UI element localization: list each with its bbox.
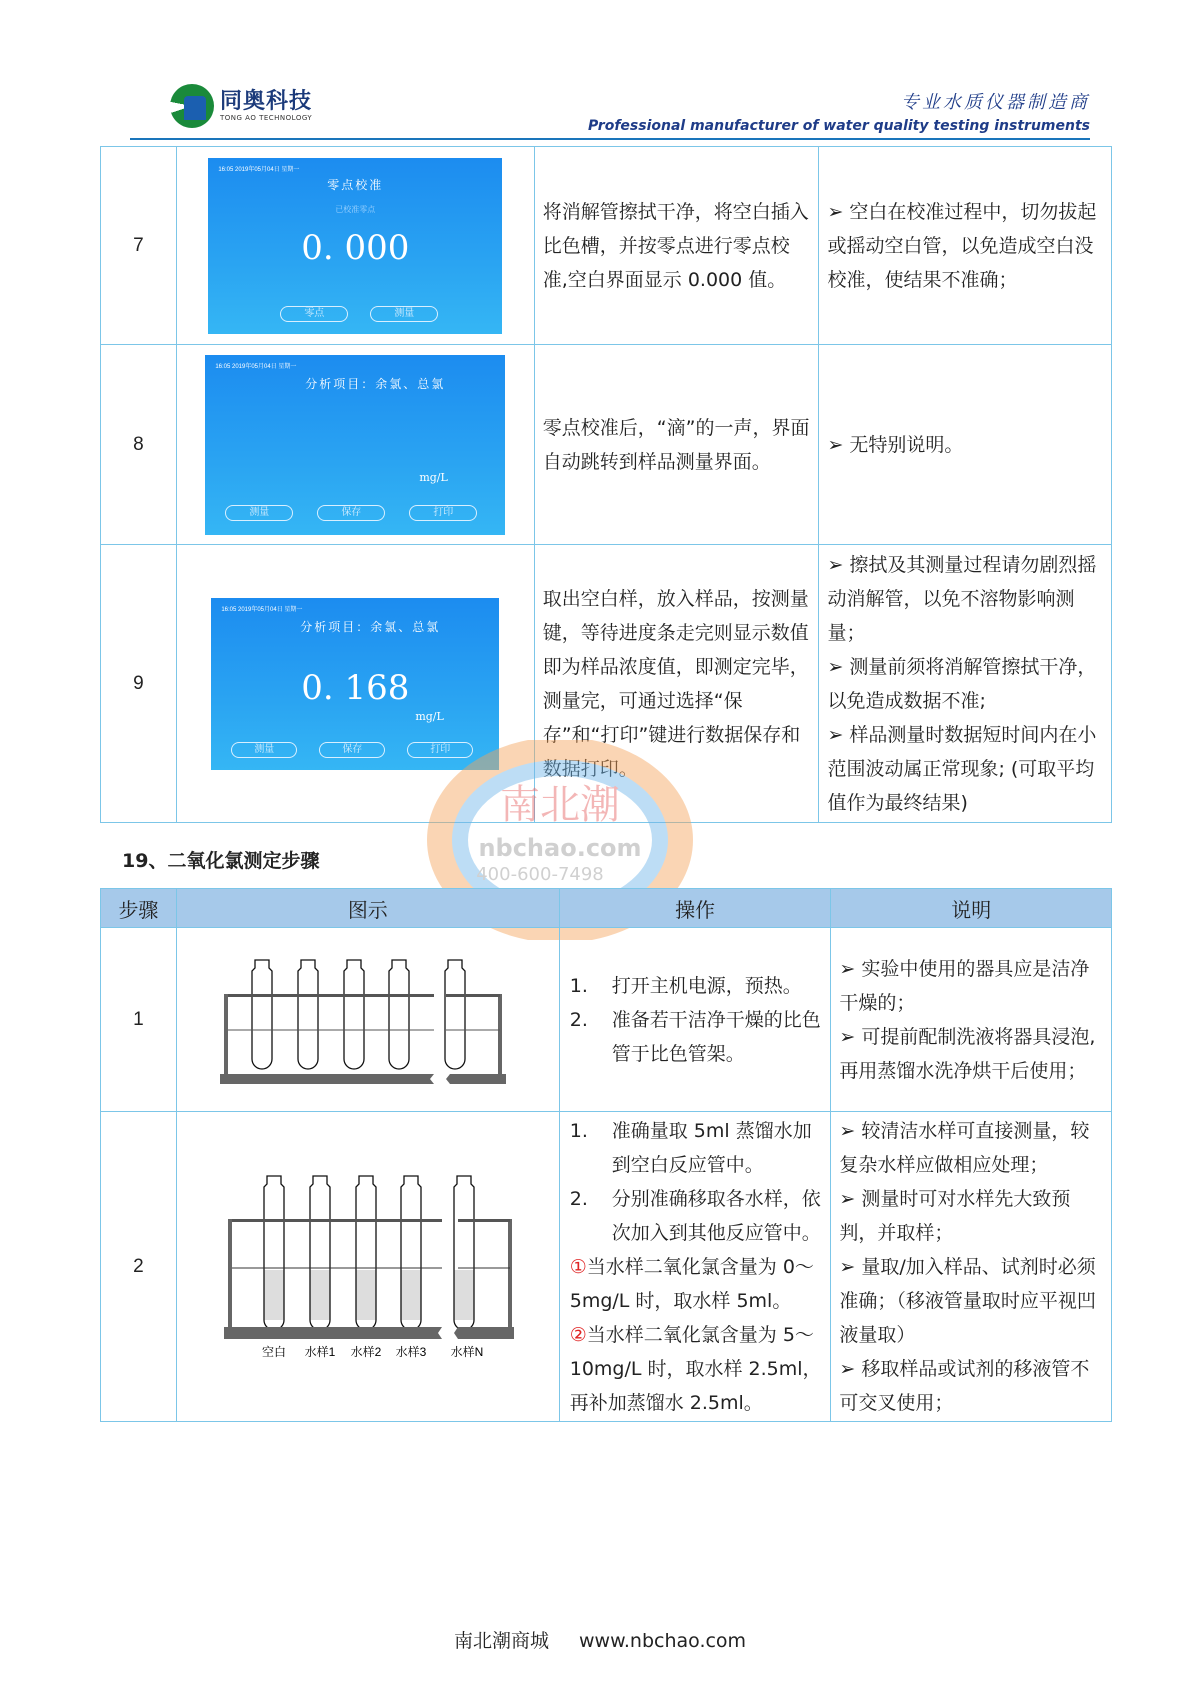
note-item: ➢ 无特别说明。 <box>827 433 964 456</box>
svg-text:南北潮: 南北潮 <box>500 782 620 828</box>
notes-cell <box>819 345 1112 545</box>
filled-tube-rack-icon <box>218 1172 518 1362</box>
note-item: ➢ 可提前配制洗液将器具浸泡,再用蒸馏水洗净烘干后使用； <box>839 1025 1096 1082</box>
illustration-cell <box>176 928 559 1112</box>
screen-subtitle: 已校准零点 <box>335 204 376 214</box>
table-row <box>101 147 1112 345</box>
operation-text: 取出空白样，放入样品，按测量键，等待进度条走完则显示数值即为样品浓度值，即测定完毕，测量完，可通过选择“保存”和“打印”键进行数据保存和数据打印。 <box>534 545 819 823</box>
screen-cell <box>176 345 534 545</box>
step-number: 2 <box>101 1112 177 1422</box>
note-item: ➢ 样品测量时数据短时间内在小范围波动属正常现象; (可取平均值作为最终结果) <box>827 723 1097 814</box>
page-footer <box>0 1626 1200 1653</box>
operation-item: 1. 打开主机电源，预热。 <box>569 974 802 997</box>
page-header <box>130 78 1090 140</box>
svg-text:400-600-7498: 400-600-7498 <box>476 864 604 885</box>
tagline <box>588 88 1090 134</box>
device-screen-zero-calibration <box>208 158 502 334</box>
device-screen-sample-measure <box>205 355 505 535</box>
company-logo <box>170 84 312 128</box>
screen-unit: mg/L <box>419 470 448 484</box>
tube-label: 水样3 <box>395 1344 427 1359</box>
logo-name-cn: 同奥科技 <box>220 89 313 114</box>
screen-status-bar: 16:05 2019年05月04日 星期一 <box>215 363 297 370</box>
circled-number-1: ① <box>569 1255 587 1278</box>
tube-label: 水样1 <box>304 1344 336 1359</box>
chlorine-dioxide-steps-table <box>100 888 1112 1422</box>
measure-button[interactable]: 测量 <box>370 306 438 322</box>
tube-label: 水样2 <box>350 1344 382 1359</box>
screen-status-bar: 16:05 2019年05月04日 星期一 <box>218 166 300 173</box>
print-button[interactable]: 打印 <box>409 505 477 521</box>
header-illustration: 图示 <box>176 889 559 928</box>
logo-mark-icon <box>170 84 214 128</box>
note-item: ➢ 测量时可对水样先大致预判，并取样； <box>839 1187 1071 1244</box>
step-number: 7 <box>101 147 177 345</box>
step-number: 8 <box>101 345 177 545</box>
note-item: ➢ 实验中使用的器具应是洁净干燥的； <box>839 957 1090 1014</box>
header-step: 步骤 <box>101 889 177 928</box>
screen-title: 分析项目：余氯、总氯 <box>305 376 446 391</box>
header-notes: 说明 <box>831 889 1112 928</box>
notes-cell <box>831 928 1112 1112</box>
section-heading: 19、二氧化氯测定步骤 <box>122 850 320 872</box>
notes-cell <box>819 147 1112 345</box>
screen-cell <box>176 147 534 345</box>
note-item: ➢ 擦拭及其测量过程请勿剧烈摇动消解管，以免不溶物影响测量； <box>827 553 1097 644</box>
table-row <box>101 545 1112 823</box>
measure-button[interactable]: 测量 <box>225 505 293 521</box>
illustration-cell <box>176 1112 559 1422</box>
footer-shop-name: 南北潮商城 <box>453 1630 549 1652</box>
screen-cell <box>176 545 534 823</box>
footer-url-link[interactable]: www.nbchao.com <box>579 1630 747 1652</box>
table-row <box>101 928 1112 1112</box>
measure-button[interactable]: 测量 <box>231 742 297 758</box>
screen-title: 零点校准 <box>327 177 384 192</box>
notes-cell <box>819 545 1112 823</box>
save-button[interactable]: 保存 <box>317 505 385 521</box>
logo-name-en: TONG AO TECHNOLOGY <box>220 114 313 122</box>
screen-unit: mg/L <box>415 709 444 723</box>
header-operation: 操作 <box>559 889 831 928</box>
tube-label: 水样N <box>450 1344 484 1359</box>
step-number: 1 <box>101 928 177 1112</box>
screen-status-bar: 16:05 2019年05月04日 星期一 <box>221 606 303 613</box>
operation-item: 1. 准确量取 5ml 蒸馏水加到空白反应管中。 <box>569 1119 812 1176</box>
step-number: 9 <box>101 545 177 823</box>
note-item: ➢ 移取样品或试剂的移液管不可交叉使用； <box>839 1357 1090 1414</box>
operation-cell <box>559 1112 831 1422</box>
device-screen-sample-result <box>211 598 499 770</box>
screen-title: 分析项目：余氯、总氯 <box>300 619 441 634</box>
note-item: ➢ 较清洁水样可直接测量，较复杂水样应做相应处理； <box>839 1119 1090 1176</box>
note-item: ➢ 空白在校准过程中，切勿拔起或摇动空白管，以免造成空白没校准，使结果不准确； <box>827 200 1097 291</box>
empty-tube-rack-icon <box>218 950 518 1090</box>
steps-table-continued <box>100 146 1112 823</box>
table-header-row <box>101 889 1112 928</box>
zero-button[interactable]: 零点 <box>280 306 348 322</box>
notes-cell <box>831 1112 1112 1422</box>
note-item: ➢ 量取/加入样品、试剂时必须准确；（移液管量取时应平视凹液量取） <box>839 1255 1096 1346</box>
svg-text:nbchao.com: nbchao.com <box>478 834 642 862</box>
table-row <box>101 345 1112 545</box>
header-divider <box>130 138 1090 140</box>
operation-text: 将消解管擦拭干净，将空白插入比色槽，并按零点进行零点校准,空白界面显示 0.000 值。 <box>534 147 819 345</box>
save-button[interactable]: 保存 <box>319 742 385 758</box>
table-row <box>101 1112 1112 1422</box>
tagline-en: Professional manufacturer of water quality testing instruments <box>587 118 1090 134</box>
note-item: ➢ 测量前须将消解管擦拭干净，以免造成数据不准; <box>827 655 1097 712</box>
screen-value: 0. 168 <box>301 667 410 708</box>
operation-item: 2. 分别准确移取各水样，依次加入到其他反应管中。 <box>569 1187 821 1244</box>
condition-item: ①当水样二氧化氯含量为 0～5mg/L 时，取水样 5ml。 <box>569 1255 814 1312</box>
tube-label: 空白 <box>261 1344 286 1359</box>
circled-number-2: ② <box>569 1323 587 1346</box>
operation-cell <box>559 928 831 1112</box>
condition-item: ②当水样二氧化氯含量为 5～10mg/L 时，取水样 2.5ml，再补加蒸馏水 2.5ml。 <box>569 1323 822 1414</box>
screen-value: 0. 000 <box>301 227 410 268</box>
print-button[interactable]: 打印 <box>407 742 473 758</box>
tagline-cn: 专业水质仪器制造商 <box>901 92 1090 113</box>
operation-text: 零点校准后，“滴”的一声，界面自动跳转到样品测量界面。 <box>534 345 819 545</box>
operation-item: 2. 准备若干洁净干燥的比色管于比色管架。 <box>569 1008 821 1065</box>
